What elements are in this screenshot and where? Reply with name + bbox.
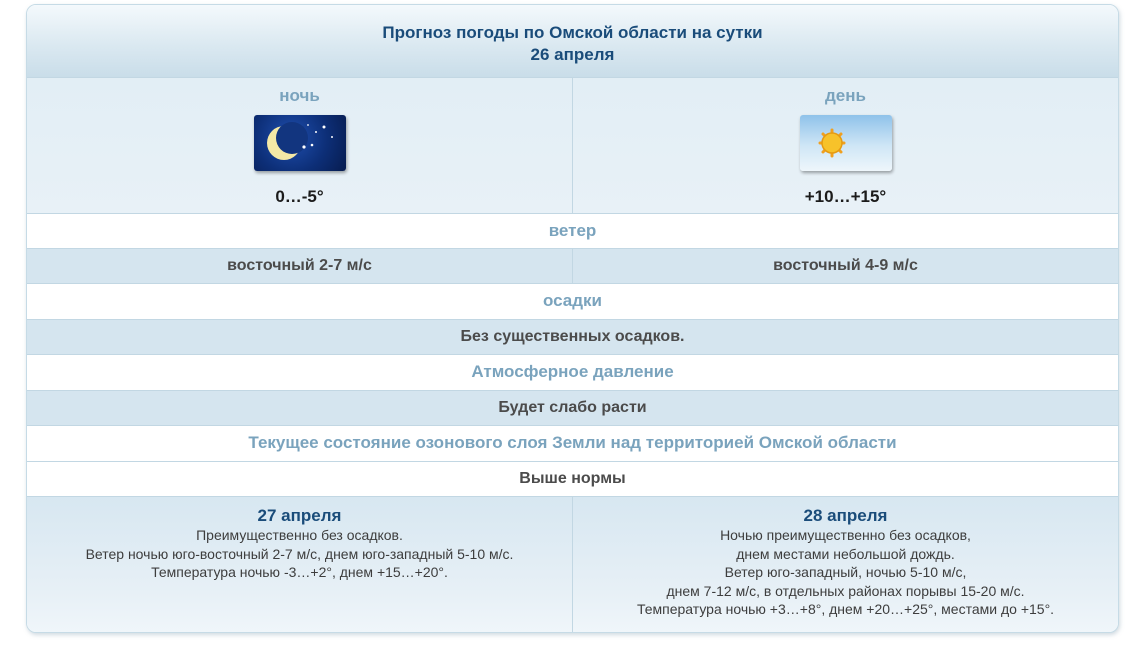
sun-icon: [800, 115, 892, 171]
forecast-date: 26 апреля: [530, 45, 615, 64]
precipitation-value: Без существенных осадков.: [460, 328, 685, 345]
wind-values-row: [27, 248, 1118, 283]
night-temperature: 0…-5°: [275, 187, 324, 206]
precipitation-label: осадки: [542, 291, 603, 310]
weather-forecast-card: [26, 4, 1119, 633]
wind-label-row: [27, 213, 1118, 248]
ozone-label-row: [27, 425, 1118, 460]
day-cell: [572, 78, 1118, 213]
moon-stars-icon: [254, 115, 346, 171]
wind-day-cell: [572, 249, 1118, 283]
ozone-value: Выше нормы: [519, 470, 626, 487]
ozone-value-row: [27, 461, 1118, 496]
forecast-day-1-line: Температура ночью -3…+2°, днем +15…+20°.: [151, 564, 448, 580]
precipitation-label-row: [27, 283, 1118, 318]
forecast-day-1-line: Преимущественно без осадков.: [196, 527, 403, 543]
forecast-day-2-line: Ветер юго-западный, ночью 5-10 м/с,: [724, 564, 967, 580]
forecast-day-1: [27, 497, 572, 633]
forecast-day-1-date: 27 апреля: [257, 506, 342, 525]
extended-forecast-row: [27, 496, 1118, 633]
forecast-day-2-date: 28 апреля: [803, 506, 888, 525]
forecast-day-1-line: Ветер ночью юго-восточный 2-7 м/с, днем юго-западный 5-10 м/с.: [85, 545, 514, 562]
wind-night-cell: [27, 249, 572, 283]
forecast-day-2-line: Температура ночью +3…+8°, днем +20…+25°, местами до +15°.: [636, 601, 1055, 617]
day-temperature: +10…+15°: [804, 187, 887, 206]
forecast-day-2-line: днем местами небольшой дождь.: [736, 545, 955, 562]
forecast-day-2-line: Ночью преимущественно без осадков,: [720, 527, 971, 543]
pressure-value-row: [27, 390, 1118, 425]
forecast-title: Прогноз погоды по Омской области на сутки: [382, 23, 763, 42]
night-cell: [27, 78, 572, 213]
forecast-day-2-line: днем 7-12 м/с, в отдельных районах порывы 15-20 м/с.: [666, 582, 1025, 599]
day-periods-row: [27, 77, 1118, 213]
pressure-label-row: [27, 354, 1118, 389]
forecast-header: [27, 5, 1118, 77]
pressure-label: Атмосферное давление: [471, 362, 674, 381]
night-label: ночь: [279, 86, 320, 105]
pressure-value: Будет слабо расти: [498, 399, 647, 416]
precipitation-value-row: [27, 319, 1118, 354]
wind-label: ветер: [548, 221, 597, 240]
day-label: день: [825, 86, 866, 105]
wind-night-value: восточный 2-7 м/с: [227, 257, 372, 274]
ozone-label: Текущее состояние озонового слоя Земли над территорией Омской области: [248, 433, 897, 452]
wind-day-value: восточный 4-9 м/с: [773, 257, 918, 274]
forecast-day-2: [572, 497, 1118, 633]
